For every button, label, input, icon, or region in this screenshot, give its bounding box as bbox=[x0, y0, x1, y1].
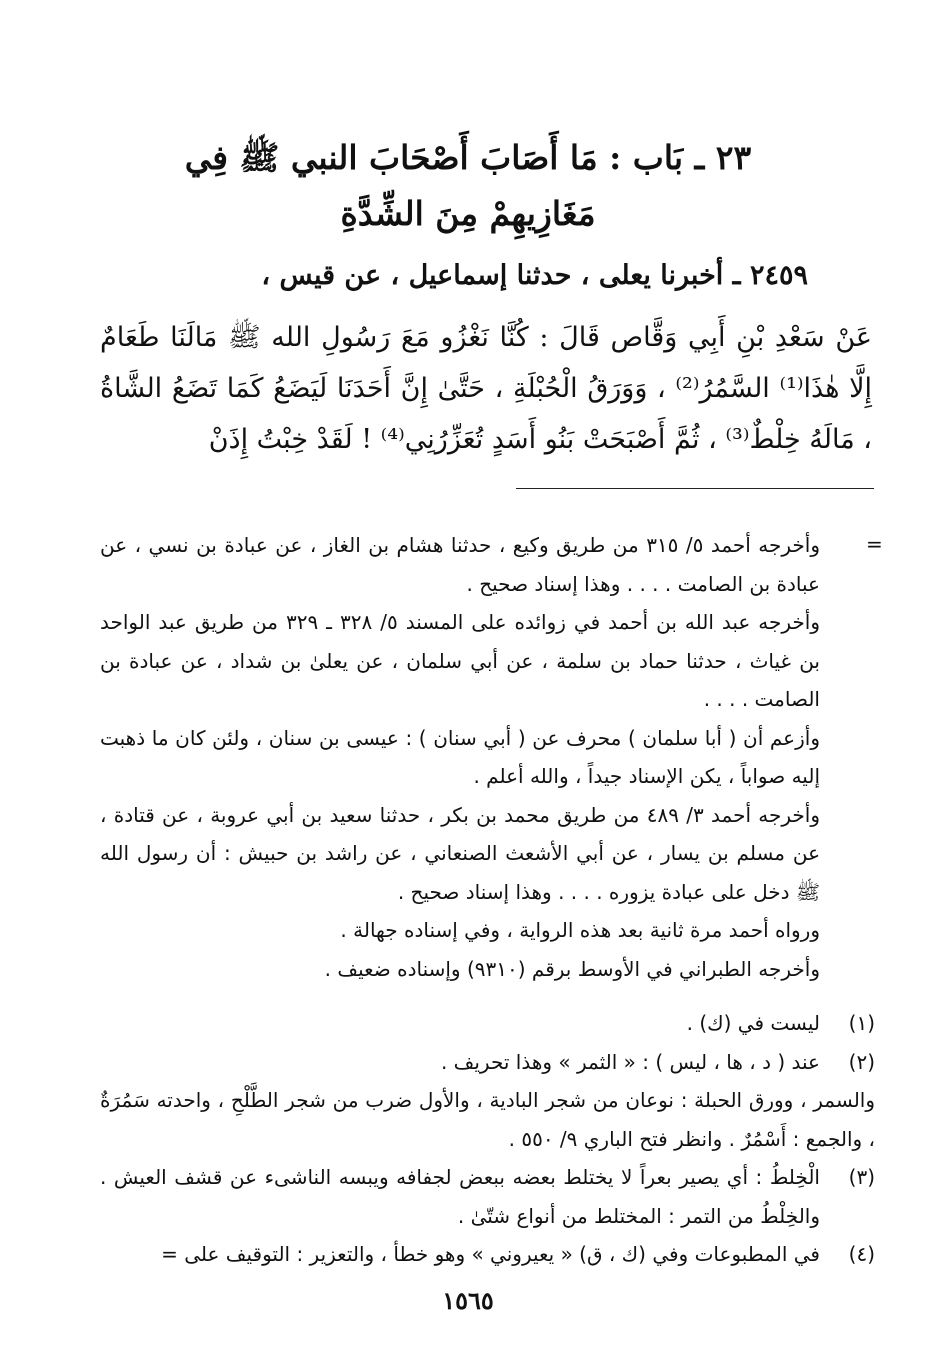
footnotes bbox=[100, 1004, 875, 1274]
footnote-number: (٤) bbox=[848, 1242, 875, 1266]
footnote-text: عند ( د ، ها ، ليس ) : « الثمر » وهذا تحريف . bbox=[440, 1049, 820, 1074]
continuation-mark: = bbox=[866, 532, 883, 556]
note-paragraph: ورواه أحمد مرة ثانية بعد هذه الرواية ، وفي إسناده جهالة . bbox=[340, 918, 820, 942]
footnote-number: (٢) bbox=[848, 1049, 875, 1074]
note-paragraph: وأخرجه الطبراني في الأوسط برقم (٩٣١٠) وإسناده ضعيف . bbox=[324, 956, 820, 981]
footnote-2 bbox=[100, 1043, 875, 1082]
chapter-title-line-1: ٢٣ ـ بَاب : مَا أَصَابَ أَصْحَابَ النبي ﷺ فِي bbox=[184, 138, 752, 177]
footnote-divider bbox=[516, 488, 874, 489]
footnote-3 bbox=[100, 1158, 875, 1235]
note-paragraph: وأزعم أن ( أبا سلمان ) محرف عن ( أبي سنان ) : عيسى بن سنان ، ولئن كان ما ذهبت إليه صواباً ، يكن الإسناد جيداً ، والله أعلم . bbox=[100, 725, 820, 788]
footnote-text: ليست في (ك) . bbox=[686, 1011, 820, 1035]
footnote-text: في المطبوعات وفي (ك ، ق) « يعيروني » وهو خطأ ، والتعزير : التوقيف على = bbox=[161, 1242, 820, 1266]
footnote-number: (١) bbox=[848, 1011, 875, 1035]
footnote-text: والسمر ، وورق الحبلة : نوعان من شجر البادية ، والأول ضرب من شجر الطَّلْحِ ، واحدته سَمُرَةٌ ، والجمع : أَسْمُرٌ . وانظر فتح الباري ٩/ ٥٥٠ . bbox=[100, 1088, 875, 1151]
hadith-chain: ٢٤٥٩ ـ أخبرنا يعلى ، حدثنا إسماعيل ، عن قيس ، bbox=[261, 260, 808, 291]
chapter-title-line-2: مَغَازِيهِمْ مِنَ الشِّدَّةِ bbox=[340, 194, 596, 233]
hadith-text: عَنْ سَعْدِ بْنِ أَبِي وَقَّاص قَالَ : كُنَّا نَغْزُو مَعَ رَسُولِ الله ﷺ مَالَنَا طَعَامٌ إِلَّا هٰذَا⁽¹⁾ السَّمُرُ⁽²⁾ ، وَوَرَقُ الْحُبْلَةِ ، حَتَّىٰ إِنَّ أَحَدَنَا لَيَضَعُ كَمَا تَضَعُ الشَّاةُ ، مَالَهُ خِلْطٌ⁽³⁾ ، ثُمَّ أَصْبَحَتْ بَنُو أَسَدٍ تُعَزِّرُنِي⁽⁴⁾ ! لَقَدْ خِبْتُ إِذَنْ bbox=[100, 322, 872, 455]
note-paragraph: وأخرجه أحمد ٣/ ٤٨٩ من طريق محمد بن بكر ، حدثنا سعيد بن أبي عروبة ، عن قتادة ، عن مسلم بن يسار ، عن أبي الأشعث الصنعاني ، عن راشد بن حبيش : أن رسول الله ﷺ دخل على عبادة يزوره . . . . وهذا إسناد صحيح . bbox=[100, 802, 820, 904]
footnote-number: (٣) bbox=[848, 1165, 875, 1189]
footnote-text: الْخِلطُ : أي يصير بعراً لا يختلط بعضه ببعض لجفافه ويبسه الناشىء عن قشف العيش . والخِلْطُ من التمر : المختلط من أنواع شتّىٰ . bbox=[100, 1165, 820, 1228]
note-paragraph: وأخرجه عبد الله بن أحمد في زوائده على المسند ٥/ ٣٢٨ ـ ٣٢٩ من طريق عبد الواحد بن غياث ، حدثنا حماد بن سلمة ، عن أبي سلمان ، عن يعلىٰ بن شداد ، عن عبادة بن الصامت . . . . bbox=[100, 610, 821, 711]
note-paragraph: وأخرجه أحمد ٥/ ٣١٥ من طريق وكيع ، حدثنا هشام بن الغاز ، عن عبادة بن نسي ، عن عبادة بن الصامت . . . . وهذا إسناد صحيح . bbox=[100, 533, 820, 596]
chapter-title bbox=[100, 130, 836, 242]
footnote-4 bbox=[100, 1235, 875, 1274]
footnote-1 bbox=[100, 1004, 875, 1043]
page-number: ١٥٦٥ bbox=[442, 1286, 494, 1315]
footnote-2-continuation bbox=[100, 1081, 875, 1158]
takhrij-notes bbox=[100, 526, 820, 988]
